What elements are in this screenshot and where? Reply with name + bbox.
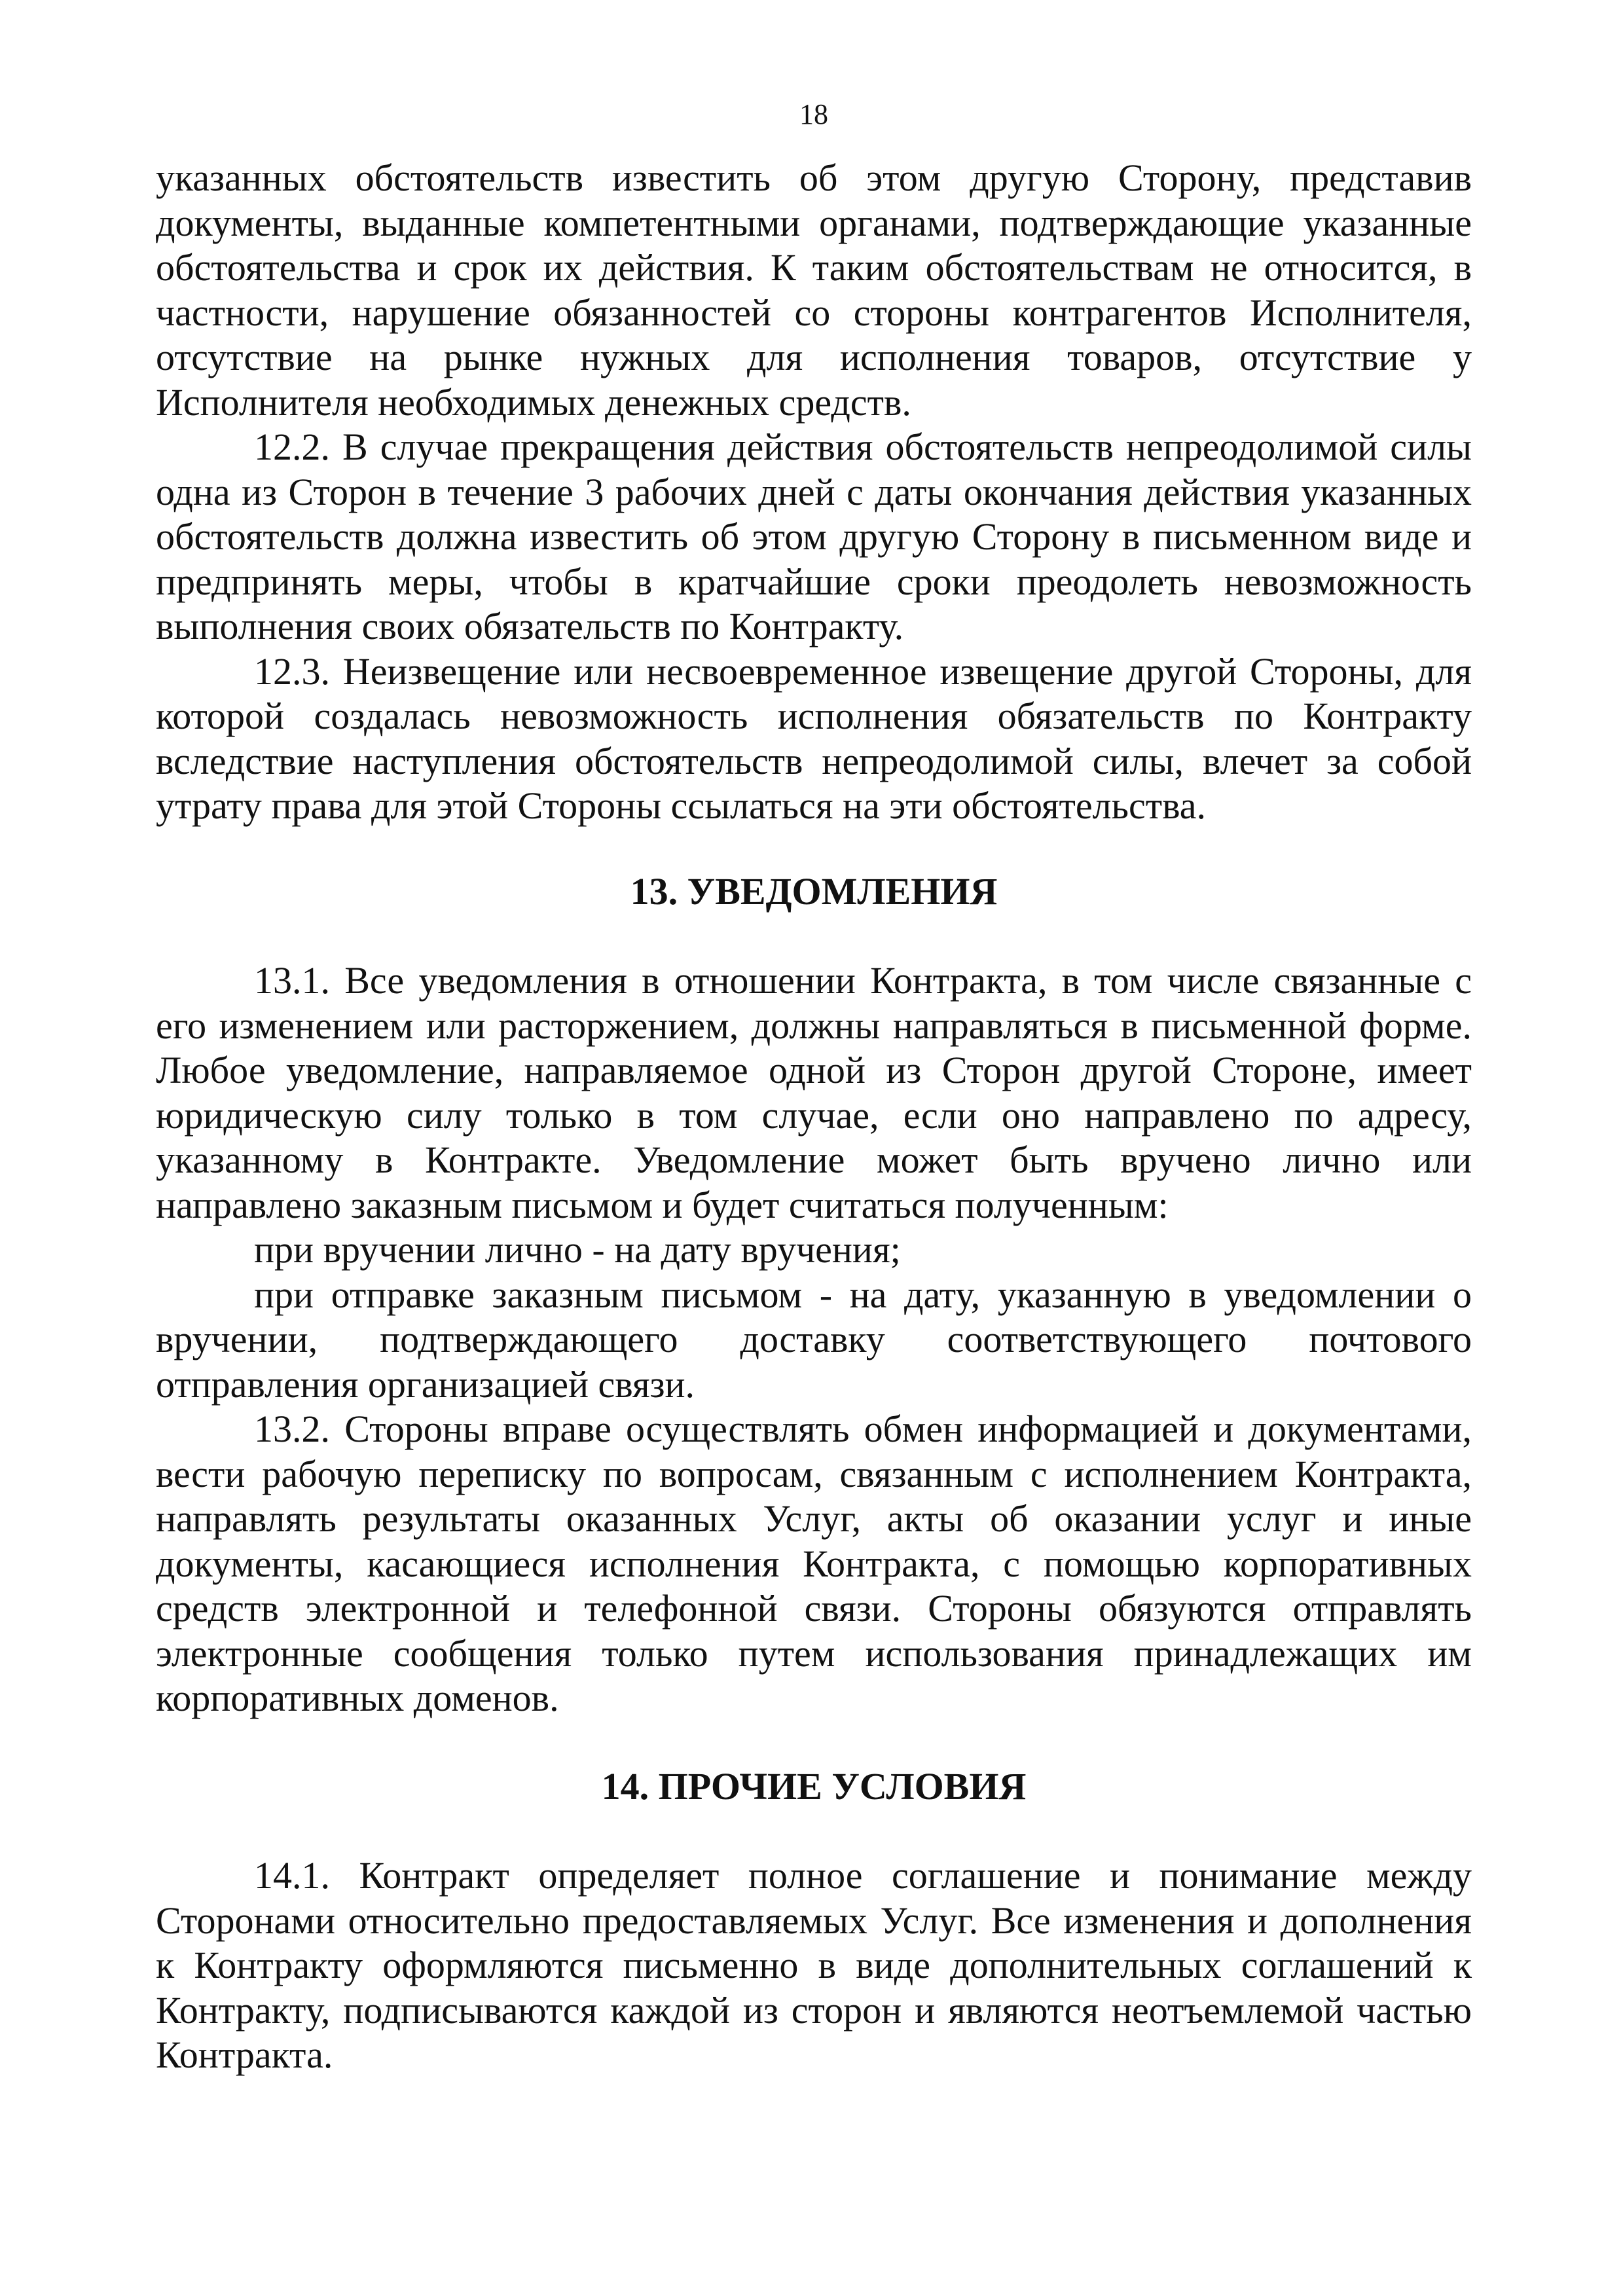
paragraph-13-2: 13.2. Стороны вправе осуществлять обмен информацией и документами, вести рабочую переписку по вопросам, связанным с исполнением Контракта, направлять результаты оказанных Услуг, акты об оказании услуг и иные документы, касающиеся исполнения Контракта, с помощью корпоративных средств электронной и телефонной связи. Стороны обязуются отправлять электронные сообщения только путем использования принадлежащих им корпоративных доменов.: [156, 1408, 1472, 1719]
section-14-heading: 14. ПРОЧИЕ УСЛОВИЯ: [601, 1764, 1027, 1808]
paragraph-12-3: 12.3. Неизвещение или несвоевременное извещение другой Стороны, для которой создалась невозможность исполнения обязательств по Контракту вследствие наступления обстоятельств непреодолимой силы, влечет за собой утрату права для этой Стороны ссылаться на эти обстоятельства.: [156, 649, 1472, 827]
paragraph-14-1: 14.1. Контракт определяет полное соглашение и понимание между Сторонами относительно предоставляемых Услуг. Все изменения и дополнения к Контракту оформляются письменно в виде дополнительных соглашений к Контракту, подписываются каждой из сторон и являются неотъемлемой частью Контракта.: [156, 1854, 1472, 2076]
document-page: [156, 0, 1472, 2296]
paragraph-12-1-continued: указанных обстоятельств известить об этом другую Сторону, представив документы, выданные компетентными органами, подтверждающие указанные обстоятельства и срок их действия. К таким обстоятельствам не относится, в частности, нарушение обязанностей со стороны контрагентов Исполнителя, отсутствие на рынке нужных для исполнения товаров, отсутствие у Исполнителя необходимых денежных средств.: [156, 156, 1472, 424]
document-body: [156, 156, 1472, 2078]
paragraph-13-1: 13.1. Все уведомления в отношении Контракта, в том числе связанные с его изменением или расторжением, должны направляться в письменной форме. Любое уведомление, направляемое одной из Сторон другой Стороне, имеет юридическую силу только в том случае, если оно направлено по адресу, указанному в Контракте. Уведомление может быть вручено лично или направлено заказным письмом и будет считаться полученным:: [156, 959, 1472, 1226]
page-number: 18: [799, 98, 828, 130]
paragraph-13-1-registered-mail: при отправке заказным письмом - на дату, указанную в уведомлении о вручении, подтверждающего доставку соответствующего почтового отправления организацией связи.: [156, 1273, 1472, 1406]
paragraph-12-2: 12.2. В случае прекращения действия обстоятельств непреодолимой силы одна из Сторон в течение 3 рабочих дней с даты окончания действия указанных обстоятельств должна известить об этом другую Сторону в письменном виде и предпринять меры, чтобы в кратчайшие сроки преодолеть невозможность выполнения своих обязательств по Контракту.: [156, 426, 1472, 647]
section-13-heading: 13. УВЕДОМЛЕНИЯ: [630, 869, 998, 913]
paragraph-13-1-personal-delivery: при вручении лично - на дату вручения;: [254, 1228, 901, 1271]
